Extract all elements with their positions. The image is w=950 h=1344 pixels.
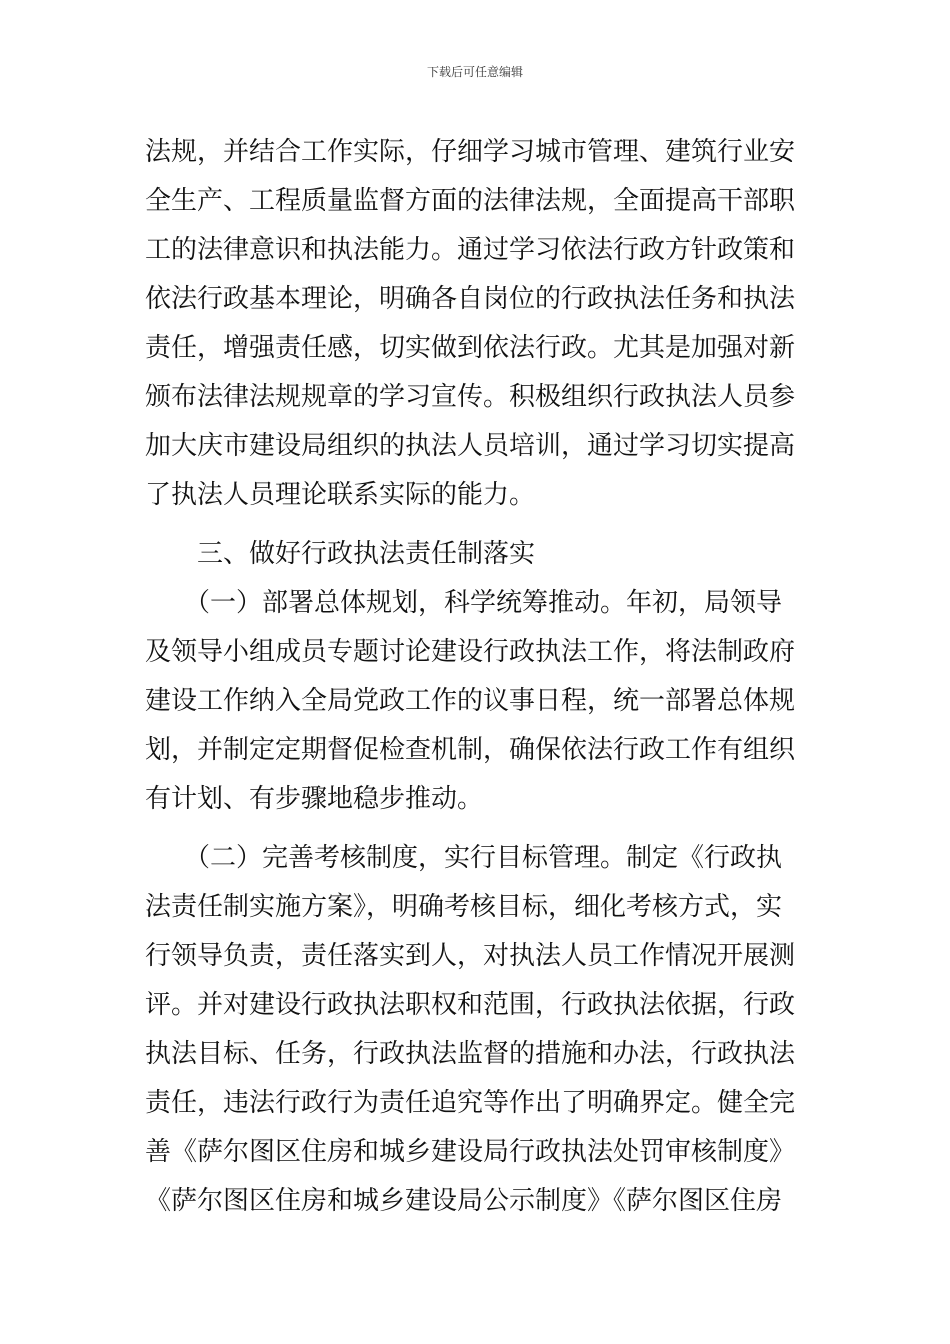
text-line: 了执法人员理论联系实际的能力。 <box>145 480 536 510</box>
text-line: 依法行政基本理论，明确各自岗位的行政执法任务和执法 <box>145 284 796 314</box>
text-line: 有计划、有步骤地稳步推动。 <box>145 784 484 814</box>
text-line: 责任，违法行政行为责任追究等作出了明确界定。健全完 <box>145 1088 796 1118</box>
text-line: （一）部署总体规划，科学统筹推动。年初，局领导 <box>145 588 783 618</box>
page-header: 下载后可任意编辑 <box>426 65 523 79</box>
text-line: 行领导负责，责任落实到人，对执法人员工作情况开展测 <box>145 941 796 971</box>
text-line: 责任，增强责任感，切实做到依法行政。尤其是加强对新 <box>145 333 796 363</box>
section-heading: 三、做好行政执法责任制落实 <box>145 539 536 569</box>
text-line: 执法目标、任务，行政执法监督的措施和办法，行政执法 <box>145 1039 796 1069</box>
text-line: 工的法律意识和执法能力。通过学习依法行政方针政策和 <box>145 235 796 265</box>
text-line: 划，并制定定期督促检查机制，确保依法行政工作有组织 <box>145 735 796 765</box>
text-line: 全生产、工程质量监督方面的法律法规，全面提高干部职 <box>145 186 796 216</box>
text-line: 颁布法律法规规章的学习宣传。积极组织行政执法人员参 <box>145 382 796 412</box>
text-line: （二）完善考核制度，实行目标管理。制定《行政执 <box>145 843 783 873</box>
text-line: 善《萨尔图区住房和城乡建设局行政执法处罚审核制度》 <box>145 1137 796 1167</box>
document-body <box>145 128 805 1226</box>
text-line: 及领导小组成员专题讨论建设行政执法工作，将法制政府 <box>145 637 796 667</box>
text-line: 法规，并结合工作实际，仔细学习城市管理、建筑行业安 <box>145 137 796 167</box>
text-line: 法责任制实施方案》，明确考核目标，细化考核方式，实 <box>145 892 783 922</box>
text-line: 评。并对建设行政执法职权和范围，行政执法依据，行政 <box>145 990 796 1020</box>
text-line: 《萨尔图区住房和城乡建设局公示制度》《萨尔图区住房 <box>145 1186 783 1216</box>
text-line: 建设工作纳入全局党政工作的议事日程，统一部署总体规 <box>145 686 796 716</box>
text-line: 加大庆市建设局组织的执法人员培训，通过学习切实提高 <box>145 431 796 461</box>
